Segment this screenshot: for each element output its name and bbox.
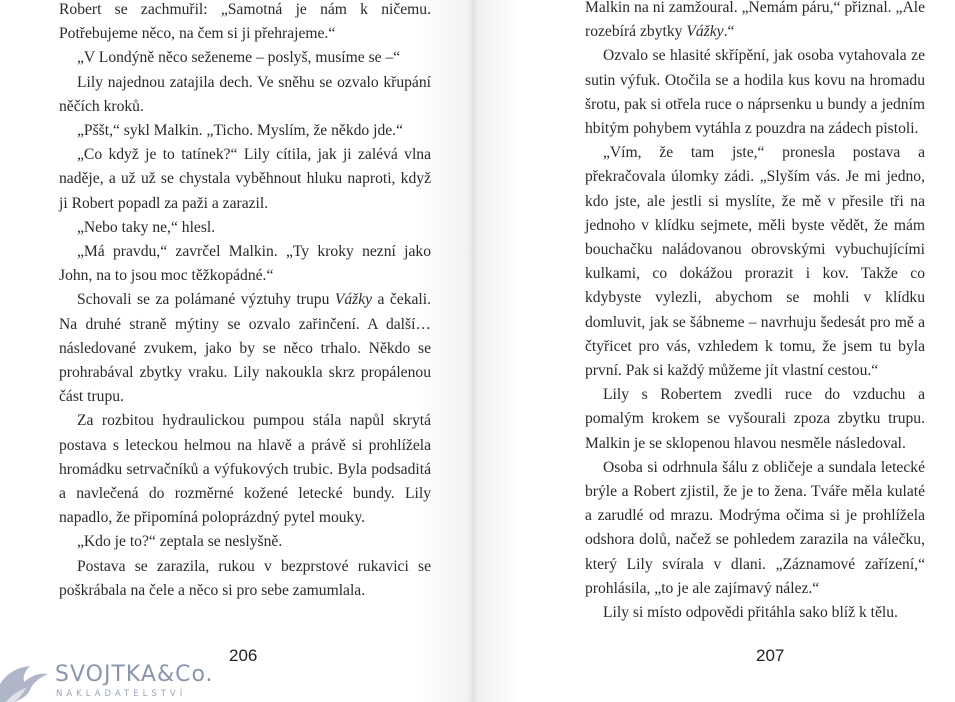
paragraph: „V Londýně něco seženeme – poslyš, musíme se –“ bbox=[77, 49, 401, 67]
left-page bbox=[0, 0, 472, 702]
paragraph: Postava se zarazila, rukou v bezprstové rukavici se poškrábala na čele a něco si pro sebe zamumlala. bbox=[59, 557, 431, 599]
paragraph: „Kdo je to?“ zeptala se neslyšně. bbox=[77, 533, 283, 551]
paragraph: „Pššt,“ sykl Malkin. „Ticho. Myslím, že někdo jde.“ bbox=[77, 122, 403, 140]
page-number: 207 bbox=[756, 646, 785, 665]
bird-logo-icon bbox=[0, 662, 48, 702]
paragraph-with-italic: Malkin na ni zamžoural. „Nemám páru,“ přiznal. „Ale rozebírá zbytky Vážky.“ bbox=[585, 0, 925, 41]
paragraph-with-italic: Schovali se za polámané výztuhy trupu Vážky a čekali. Na druhé straně mýtiny se ozvalo zařinčení. A další… následované zvukem, jako by se něco trhalo. Někdo se prohrabával zbytky vraku. Lily nakoukla skrz propálenou část trupu. bbox=[59, 291, 431, 406]
publisher-logo bbox=[0, 660, 214, 702]
paragraph: Osoba si odrhnula šálu z obličeje a sundala letecké brýle a Robert zjistil, že je to žena. Tváře měla kulaté a zarudlé od mrazu. Modrýma očima si je prohlížela odshora dolů, načež se pohledem zarazila na válečku, který Lily svírala v dlani. „Záznamové zařízení,“ prohlásila, „to je ale zajímavý nález.“ bbox=[585, 458, 925, 597]
publisher-name: SVOJTKA&Co. bbox=[55, 662, 214, 687]
paragraph: „Co když je to tatínek?“ Lily cítila, jak ji zalévá vlna naděje, a už už se chystala vyběhnout hluku naproti, když ji Robert popadl za paži a zarazil. bbox=[59, 146, 431, 212]
ship-name: Vážky bbox=[334, 291, 373, 309]
paragraph: Lily najednou zatajila dech. Ve sněhu se ozvalo křupání něčích kroků. bbox=[59, 73, 431, 115]
paragraph: Lily si místo odpovědi přitáhla sako blíž k tělu. bbox=[603, 604, 898, 622]
paragraph: Lily s Robertem zvedli ruce do vzduchu a pomalým krokem se vyšourali zpoza zbytku trupu. Malkin je se sklopenou hlavou nesměle následoval. bbox=[585, 386, 925, 452]
book-gutter bbox=[468, 0, 478, 702]
ship-name: Vážky bbox=[686, 23, 724, 41]
page-number: 206 bbox=[229, 646, 258, 665]
paragraph: „Nebo taky ne,“ hlesl. bbox=[77, 218, 216, 236]
left-page-text bbox=[59, 0, 431, 603]
paragraph: „Má pravdu,“ zavrčel Malkin. „Ty kroky nezní jako John, na to jsou moc těžkopádné.“ bbox=[59, 243, 431, 285]
publisher-subtitle: NAKLADATELSTVÍ bbox=[56, 689, 187, 699]
paragraph: Za rozbitou hydraulickou pumpou stála napůl skrytá postava s leteckou helmou na hlavě a právě si prohlížela hromádku setrvačníků a výfukových trubic. Byla podsaditá a navlečená do rozměrné kožené letecké bundy. Lily napadlo, že připomíná poloprázdný pytel mouky. bbox=[59, 412, 431, 527]
paragraph: Robert se zachmuřil: „Samotná je nám k ničemu. Potřebujeme něco, na čem si ji přehrajeme.“ bbox=[59, 1, 431, 43]
right-page bbox=[472, 0, 955, 702]
right-page-text bbox=[585, 0, 925, 625]
paragraph: „Vím, že tam jste,“ pronesla postava a překračovala úlomky zádi. „Slyším vás. Je mi jedno, kdo jste, ale jestli si myslíte, že mě v přesile tři na jednoho v klídku sejmete, měli byste vědět, že mám bouchačku naládovanou obrovskými vybuchujícími kulkami, co dokážou prorazit i kov. Takže co kdybyste vylezli, abychom se mohli v klídku domluvit, jak se šábneme – navrhuju šedesát pro mě a čtyřicet pro vás, vzhledem k tomu, že jsem tu byla první. Pak si každý můžeme jít vlastní cestou.“ bbox=[585, 144, 925, 380]
paragraph: Ozvalo se hlasité skřípění, jak osoba vytahovala ze sutin výfuk. Otočila se a hodila kus kovu na hromadu šrotu, pak si otřela ruce o náprsenku u bundy a jedním hbitým pohybem vytáhla z pouzdra na zádech pistoli. bbox=[585, 47, 925, 138]
